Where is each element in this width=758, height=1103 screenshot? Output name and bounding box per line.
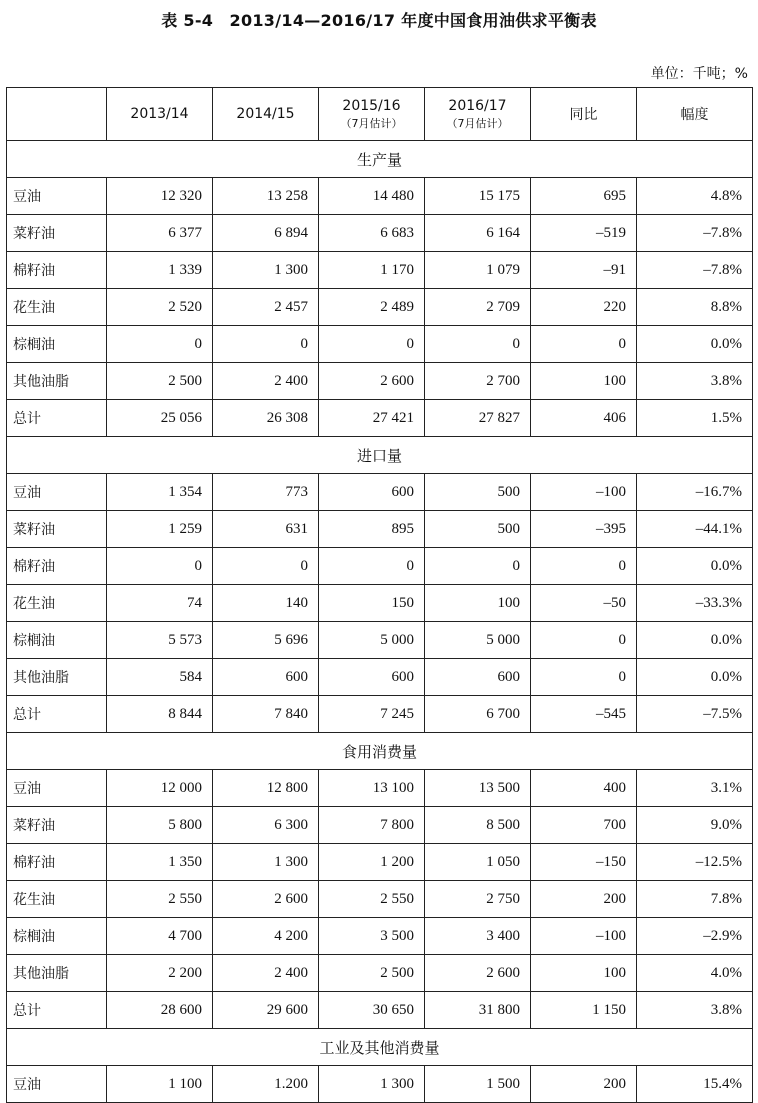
section-title: 工业及其他消费量 xyxy=(7,1029,753,1066)
table-cell: 0 xyxy=(213,548,319,585)
table-cell: 6 300 xyxy=(213,807,319,844)
table-cell: 1 259 xyxy=(107,511,213,548)
row-label: 菜籽油 xyxy=(7,807,107,844)
table-cell: 30 650 xyxy=(319,992,425,1029)
table-cell: 4 700 xyxy=(107,918,213,955)
table-cell: 2 500 xyxy=(107,363,213,400)
column-header xyxy=(107,88,213,141)
table-cell: 220 xyxy=(531,289,637,326)
row-label: 花生油 xyxy=(7,289,107,326)
supply-demand-table xyxy=(6,87,753,1103)
row-label: 其他油脂 xyxy=(7,363,107,400)
table-cell: 3.8% xyxy=(637,363,753,400)
table-cell: 0.0% xyxy=(637,659,753,696)
table-cell: 6 700 xyxy=(425,696,531,733)
row-label: 总计 xyxy=(7,696,107,733)
table-cell: 406 xyxy=(531,400,637,437)
table-cell: 1 354 xyxy=(107,474,213,511)
table-cell: 9.0% xyxy=(637,807,753,844)
table-cell: 0 xyxy=(531,548,637,585)
table-row xyxy=(7,585,753,622)
section-title: 食用消费量 xyxy=(7,733,753,770)
table-cell: 2 550 xyxy=(107,881,213,918)
column-header-label: 2016/17 xyxy=(448,97,507,114)
row-label: 豆油 xyxy=(7,770,107,807)
column-header-label: 幅度 xyxy=(680,107,709,123)
unit-note: 单位：千吨；% xyxy=(650,66,748,82)
table-cell: –50 xyxy=(531,585,637,622)
row-label: 其他油脂 xyxy=(7,955,107,992)
table-cell: 15 175 xyxy=(425,178,531,215)
row-label: 总计 xyxy=(7,992,107,1029)
table-cell: 1 339 xyxy=(107,252,213,289)
column-header xyxy=(319,88,425,141)
table-cell: 5 000 xyxy=(425,622,531,659)
table-cell: 1 300 xyxy=(213,252,319,289)
table-cell: 1 350 xyxy=(107,844,213,881)
row-label: 棉籽油 xyxy=(7,548,107,585)
table-row xyxy=(7,955,753,992)
table-row xyxy=(7,511,753,548)
table-cell: 584 xyxy=(107,659,213,696)
table-cell: 695 xyxy=(531,178,637,215)
table-cell: 0 xyxy=(531,659,637,696)
column-header xyxy=(425,88,531,141)
row-label: 总计 xyxy=(7,400,107,437)
table-row xyxy=(7,215,753,252)
table-cell: 4.0% xyxy=(637,955,753,992)
table-cell: 0.0% xyxy=(637,548,753,585)
row-label: 棕榈油 xyxy=(7,622,107,659)
table-cell: –44.1% xyxy=(637,511,753,548)
row-label: 棕榈油 xyxy=(7,326,107,363)
table-cell: 600 xyxy=(319,659,425,696)
table-cell: 13 100 xyxy=(319,770,425,807)
table-cell: 15.4% xyxy=(637,1066,753,1103)
table-cell: 895 xyxy=(319,511,425,548)
table-cell: 13 500 xyxy=(425,770,531,807)
table-cell: 14 480 xyxy=(319,178,425,215)
table-row xyxy=(7,474,753,511)
table-row xyxy=(7,881,753,918)
table-row xyxy=(7,918,753,955)
row-label: 棉籽油 xyxy=(7,252,107,289)
row-label: 其他油脂 xyxy=(7,659,107,696)
table-cell: 140 xyxy=(213,585,319,622)
table-cell: 2 457 xyxy=(213,289,319,326)
table-cell: 12 320 xyxy=(107,178,213,215)
table-cell: –7.8% xyxy=(637,215,753,252)
table-cell: 2 550 xyxy=(319,881,425,918)
table-cell: 1 200 xyxy=(319,844,425,881)
table-cell: 25 056 xyxy=(107,400,213,437)
table-cell: 74 xyxy=(107,585,213,622)
table-cell: 400 xyxy=(531,770,637,807)
row-label: 棕榈油 xyxy=(7,918,107,955)
table-cell: –395 xyxy=(531,511,637,548)
table-cell: 100 xyxy=(531,363,637,400)
table-cell: 1 050 xyxy=(425,844,531,881)
table-row xyxy=(7,400,753,437)
column-header xyxy=(7,88,107,141)
table-cell: 5 000 xyxy=(319,622,425,659)
table-cell: 13 258 xyxy=(213,178,319,215)
table-cell: 0 xyxy=(213,326,319,363)
table-cell: 2 600 xyxy=(425,955,531,992)
table-cell: 27 827 xyxy=(425,400,531,437)
table-cell: –91 xyxy=(531,252,637,289)
table-row xyxy=(7,659,753,696)
table-cell: 29 600 xyxy=(213,992,319,1029)
table-cell: 8 500 xyxy=(425,807,531,844)
row-label: 菜籽油 xyxy=(7,215,107,252)
column-header-label: 同比 xyxy=(569,107,598,123)
column-header-note: （7月估计） xyxy=(340,116,403,130)
table-cell: 2 400 xyxy=(213,363,319,400)
section-header-row xyxy=(7,437,753,474)
table-cell: 700 xyxy=(531,807,637,844)
table-cell: 7.8% xyxy=(637,881,753,918)
table-cell: 0 xyxy=(319,548,425,585)
table-cell: 3.1% xyxy=(637,770,753,807)
table-cell: 2 700 xyxy=(425,363,531,400)
table-row xyxy=(7,289,753,326)
table-row xyxy=(7,326,753,363)
table-cell: 2 200 xyxy=(107,955,213,992)
table-row xyxy=(7,844,753,881)
table-cell: 5 800 xyxy=(107,807,213,844)
table-cell: 0 xyxy=(531,326,637,363)
section-header-row xyxy=(7,733,753,770)
table-cell: –2.9% xyxy=(637,918,753,955)
table-cell: 631 xyxy=(213,511,319,548)
table-row xyxy=(7,1066,753,1103)
table-cell: 12 800 xyxy=(213,770,319,807)
table-cell: 2 709 xyxy=(425,289,531,326)
section-header-row xyxy=(7,141,753,178)
table-cell: 3 400 xyxy=(425,918,531,955)
table-cell: 7 245 xyxy=(319,696,425,733)
column-header xyxy=(213,88,319,141)
table-cell: 2 750 xyxy=(425,881,531,918)
table-row xyxy=(7,363,753,400)
table-cell: 0 xyxy=(425,548,531,585)
table-cell: 2 400 xyxy=(213,955,319,992)
table-cell: 3.8% xyxy=(637,992,753,1029)
table-cell: 1 300 xyxy=(319,1066,425,1103)
table-cell: 200 xyxy=(531,881,637,918)
table-cell: 6 164 xyxy=(425,215,531,252)
table-cell: 600 xyxy=(213,659,319,696)
table-cell: 0 xyxy=(319,326,425,363)
table-cell: 6 683 xyxy=(319,215,425,252)
table-cell: 2 600 xyxy=(319,363,425,400)
table-row xyxy=(7,252,753,289)
table-cell: 5 573 xyxy=(107,622,213,659)
column-header xyxy=(531,88,637,141)
table-cell: 600 xyxy=(319,474,425,511)
header-row xyxy=(7,88,753,141)
table-cell: 1.5% xyxy=(637,400,753,437)
table-cell: 773 xyxy=(213,474,319,511)
table-cell: 2 489 xyxy=(319,289,425,326)
table-cell: 150 xyxy=(319,585,425,622)
column-header-label: 2013/14 xyxy=(130,106,189,122)
section-title: 生产量 xyxy=(7,141,753,178)
table-cell: 0.0% xyxy=(637,326,753,363)
section-title: 进口量 xyxy=(7,437,753,474)
table-cell: –7.5% xyxy=(637,696,753,733)
table-row xyxy=(7,807,753,844)
row-label: 花生油 xyxy=(7,881,107,918)
table-cell: 1 170 xyxy=(319,252,425,289)
table-cell: 1 500 xyxy=(425,1066,531,1103)
table-cell: –7.8% xyxy=(637,252,753,289)
table-cell: 2 520 xyxy=(107,289,213,326)
table-cell: –100 xyxy=(531,918,637,955)
table-cell: 5 696 xyxy=(213,622,319,659)
row-label: 豆油 xyxy=(7,1066,107,1103)
table-cell: 0 xyxy=(425,326,531,363)
table-row xyxy=(7,770,753,807)
row-label: 花生油 xyxy=(7,585,107,622)
table-cell: –12.5% xyxy=(637,844,753,881)
table-cell: 2 600 xyxy=(213,881,319,918)
table-cell: 6 377 xyxy=(107,215,213,252)
table-cell: 4 200 xyxy=(213,918,319,955)
row-label: 菜籽油 xyxy=(7,511,107,548)
table-cell: 8.8% xyxy=(637,289,753,326)
table-cell: 0 xyxy=(107,548,213,585)
table-title: 表 5-4 2013/14—2016/17 年度中国食用油供求平衡表 xyxy=(161,11,597,30)
table-cell: 100 xyxy=(425,585,531,622)
table-cell: –100 xyxy=(531,474,637,511)
table-cell: 31 800 xyxy=(425,992,531,1029)
table-cell: –150 xyxy=(531,844,637,881)
table-row xyxy=(7,992,753,1029)
table-cell: 500 xyxy=(425,511,531,548)
table-cell: 0 xyxy=(531,622,637,659)
table-cell: 1 300 xyxy=(213,844,319,881)
table-cell: –545 xyxy=(531,696,637,733)
table-cell: –16.7% xyxy=(637,474,753,511)
table-cell: 26 308 xyxy=(213,400,319,437)
table-cell: –33.3% xyxy=(637,585,753,622)
table-cell: 8 844 xyxy=(107,696,213,733)
table-cell: 0 xyxy=(107,326,213,363)
table-cell: 3 500 xyxy=(319,918,425,955)
table-cell: 1 100 xyxy=(107,1066,213,1103)
row-label: 棉籽油 xyxy=(7,844,107,881)
row-label: 豆油 xyxy=(7,178,107,215)
row-label: 豆油 xyxy=(7,474,107,511)
table-cell: 6 894 xyxy=(213,215,319,252)
table-cell: 7 840 xyxy=(213,696,319,733)
table-cell: 7 800 xyxy=(319,807,425,844)
section-header-row xyxy=(7,1029,753,1066)
table-cell: –519 xyxy=(531,215,637,252)
column-header xyxy=(637,88,753,141)
column-header-note: （7月估计） xyxy=(446,116,509,130)
column-header-label: 2015/16 xyxy=(342,97,401,114)
table-cell: 200 xyxy=(531,1066,637,1103)
table-row xyxy=(7,622,753,659)
table-row xyxy=(7,548,753,585)
table-cell: 27 421 xyxy=(319,400,425,437)
table-row xyxy=(7,178,753,215)
table-cell: 2 500 xyxy=(319,955,425,992)
table-cell: 500 xyxy=(425,474,531,511)
table-cell: 12 000 xyxy=(107,770,213,807)
table-cell: 28 600 xyxy=(107,992,213,1029)
table-row xyxy=(7,696,753,733)
table-cell: 1 079 xyxy=(425,252,531,289)
table-cell: 1 150 xyxy=(531,992,637,1029)
table-cell: 600 xyxy=(425,659,531,696)
table-cell: 1.200 xyxy=(213,1066,319,1103)
table-cell: 100 xyxy=(531,955,637,992)
table-cell: 0.0% xyxy=(637,622,753,659)
column-header-label: 2014/15 xyxy=(236,106,295,122)
table-cell: 4.8% xyxy=(637,178,753,215)
